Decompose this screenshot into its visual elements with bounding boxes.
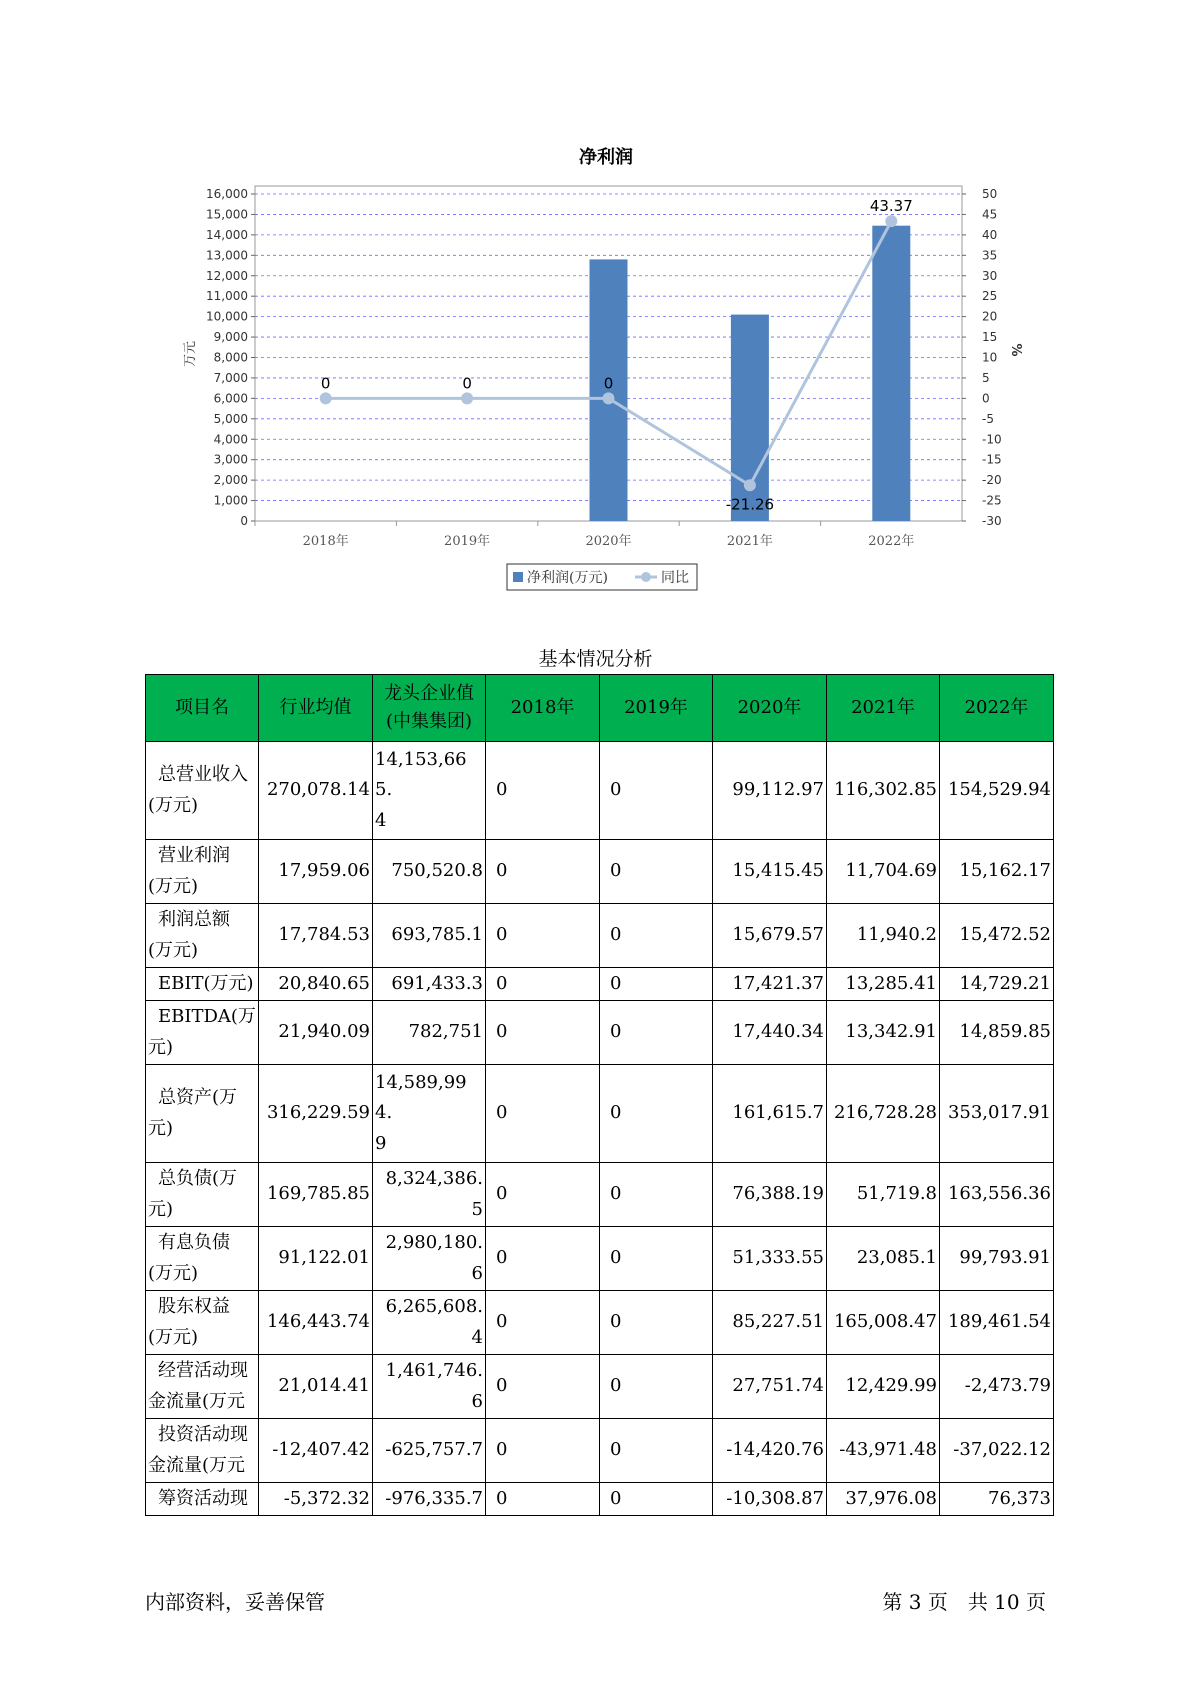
- footer-confidential-note: 内部资料，妥善保管: [145, 1590, 325, 1614]
- table-row: [146, 840, 1054, 904]
- y-tick-label: 3,000: [213, 452, 248, 467]
- table-row: [146, 1483, 1054, 1516]
- table-cell-y2019: 0: [600, 968, 713, 1001]
- cell-text: 1,461,746.6: [385, 1359, 483, 1412]
- x-tick-label: 2020年: [585, 534, 632, 549]
- table-cell-leader: [373, 1227, 486, 1291]
- table-cell-y2021: -43,971.48: [827, 1419, 940, 1483]
- table-cell-y2019: 0: [600, 1001, 713, 1065]
- table-cell-leader: [373, 1419, 486, 1483]
- table-cell-y2020: 15,415.45: [713, 840, 827, 904]
- table-cell-y2022: 76,373: [940, 1483, 1054, 1516]
- y-tick-label: 12,000: [206, 268, 248, 283]
- cell-text: 元): [148, 1198, 174, 1220]
- cell-text: 691,433.3: [391, 972, 483, 994]
- x-tick-label: 2018年: [302, 534, 349, 549]
- y-tick-label: 11,000: [206, 289, 248, 304]
- cell-text: EBITDA(万: [158, 1005, 256, 1027]
- y2-tick-label: 30: [982, 268, 998, 283]
- header-text: 2021年: [851, 697, 915, 719]
- y2-tick-label: -25: [982, 493, 1002, 508]
- table-cell-leader: [373, 1355, 486, 1419]
- table-row: [146, 904, 1054, 968]
- table-cell-y2018: 0: [486, 904, 600, 968]
- table-cell-y2019: 0: [600, 1483, 713, 1516]
- cell-text: 总资产(万: [158, 1086, 238, 1108]
- table-row: [146, 968, 1054, 1001]
- table-cell-y2018: 0: [486, 1163, 600, 1227]
- table-cell-item: [146, 1227, 259, 1291]
- y-tick-label: 16,000: [206, 187, 248, 201]
- cell-text: 8,324,386.5: [385, 1167, 483, 1220]
- table-cell-y2018: 0: [486, 1065, 600, 1163]
- table-cell-avg: -12,407.42: [259, 1419, 373, 1483]
- table-cell-y2021: 13,285.41: [827, 968, 940, 1001]
- table-row: [146, 1419, 1054, 1483]
- table-header-cell: [373, 675, 486, 742]
- table-row: [146, 1355, 1054, 1419]
- table-cell-leader: [373, 1291, 486, 1355]
- table-cell-y2022: -2,473.79: [940, 1355, 1054, 1419]
- table-cell-y2019: 0: [600, 1355, 713, 1419]
- basic-analysis-table: [145, 674, 1054, 1516]
- cell-text: 2,980,180.6: [385, 1231, 483, 1284]
- table-cell-y2022: 353,017.91: [940, 1065, 1054, 1163]
- table-cell-y2021: 37,976.08: [827, 1483, 940, 1516]
- y-tick-label: 13,000: [206, 248, 248, 263]
- table-cell-y2020: 27,751.74: [713, 1355, 827, 1419]
- table-cell-avg: 316,229.59: [259, 1065, 373, 1163]
- table-cell-item: [146, 968, 259, 1001]
- cell-text: (万元): [148, 939, 199, 961]
- y2-tick-label: 40: [982, 227, 998, 242]
- table-cell-item: [146, 1065, 259, 1163]
- cell-text: 14,153,665.: [375, 748, 467, 801]
- cell-text: 金流量(万元: [148, 1454, 246, 1476]
- table-cell-item: [146, 742, 259, 840]
- y-tick-label: 0: [240, 514, 248, 528]
- table-cell-leader: [373, 1065, 486, 1163]
- y2-axis-label: %: [1008, 343, 1023, 357]
- table-cell-y2022: 14,859.85: [940, 1001, 1054, 1065]
- table-cell-item: [146, 1419, 259, 1483]
- table-cell-item: [146, 904, 259, 968]
- cell-text: 股东权益: [158, 1295, 230, 1317]
- table-header-cell: [259, 675, 373, 742]
- table-cell-y2020: 85,227.51: [713, 1291, 827, 1355]
- y2-tick-label: 5: [982, 370, 990, 385]
- header-text: 2020年: [737, 697, 802, 719]
- y-axis-label: 万元: [183, 340, 198, 368]
- table-cell-y2018: 0: [486, 1483, 600, 1516]
- table-cell-y2022: 154,529.94: [940, 742, 1054, 840]
- cell-text: 693,785.1: [391, 924, 483, 946]
- yoy-data-label: 43.37: [869, 197, 913, 216]
- y2-tick-label: -10: [982, 432, 1002, 447]
- table-cell-y2021: 11,704.69: [827, 840, 940, 904]
- chart-svg: [0, 0, 1191, 600]
- table-cell-y2019: 0: [600, 904, 713, 968]
- yoy-point: [603, 392, 615, 404]
- chart-title: 净利润: [579, 147, 633, 168]
- table-cell-y2020: 161,615.7: [713, 1065, 827, 1163]
- table-header-cell: [600, 675, 713, 742]
- cell-text: -976,335.7: [385, 1487, 483, 1509]
- table-cell-y2019: 0: [600, 1291, 713, 1355]
- cell-text: 营业利润: [158, 844, 230, 866]
- table-cell-avg: -5,372.32: [259, 1483, 373, 1516]
- cell-text: 投资活动现: [158, 1423, 248, 1445]
- table-cell-item: [146, 840, 259, 904]
- table-header-cell: [486, 675, 600, 742]
- y-tick-label: 7,000: [213, 370, 248, 385]
- header-text: 2022年: [964, 697, 1029, 719]
- table-cell-y2021: 23,085.1: [827, 1227, 940, 1291]
- table-cell-y2019: 0: [600, 840, 713, 904]
- table-cell-y2021: 165,008.47: [827, 1291, 940, 1355]
- y-tick-label: 15,000: [206, 207, 248, 222]
- header-text: 项目名: [175, 697, 229, 719]
- table-cell-y2018: 0: [486, 742, 600, 840]
- table-cell-item: [146, 1483, 259, 1516]
- net-profit-chart: [0, 0, 1191, 600]
- bar-net-profit: [872, 226, 910, 521]
- cell-text: 总营业收入: [158, 763, 248, 785]
- table-cell-avg: 17,784.53: [259, 904, 373, 968]
- x-tick-label: 2019年: [444, 534, 491, 549]
- y2-tick-label: 50: [982, 187, 998, 201]
- table-cell-item: [146, 1001, 259, 1065]
- table-header-cell: [940, 675, 1054, 742]
- table-cell-leader: [373, 1001, 486, 1065]
- table-row: [146, 1065, 1054, 1163]
- table-cell-avg: 21,940.09: [259, 1001, 373, 1065]
- y-tick-label: 1,000: [213, 493, 248, 508]
- table-cell-y2019: 0: [600, 1419, 713, 1483]
- yoy-data-label: 0: [320, 374, 331, 393]
- cell-text: EBIT(万元): [158, 972, 254, 994]
- table-cell-avg: 17,959.06: [259, 840, 373, 904]
- table-cell-y2019: 0: [600, 1227, 713, 1291]
- table-cell-avg: 20,840.65: [259, 968, 373, 1001]
- yoy-data-label: 0: [462, 374, 472, 393]
- table-cell-leader: [373, 968, 486, 1001]
- cell-text: (万元): [148, 794, 199, 816]
- table-row: [146, 742, 1054, 840]
- table-cell-y2020: 76,388.19: [713, 1163, 827, 1227]
- y2-tick-label: -20: [982, 473, 1002, 488]
- table-cell-y2020: 99,112.97: [713, 742, 827, 840]
- cell-text: (万元): [148, 1326, 199, 1348]
- y-tick-label: 5,000: [213, 411, 248, 426]
- cell-text: (万元): [148, 1262, 199, 1284]
- y2-tick-label: -15: [982, 452, 1002, 467]
- table-cell-leader: [373, 840, 486, 904]
- cell-text: 利润总额: [158, 908, 230, 930]
- y2-tick-label: -5: [982, 411, 994, 426]
- y2-tick-label: 45: [982, 207, 998, 222]
- y-tick-label: 2,000: [213, 473, 248, 488]
- footer-page-number: 第 3 页 共 10 页: [882, 1590, 1046, 1614]
- table-cell-y2021: 13,342.91: [827, 1001, 940, 1065]
- y-tick-label: 8,000: [213, 350, 248, 365]
- cell-text: 14,589,994.: [375, 1071, 467, 1124]
- cell-text: -625,757.7: [385, 1439, 483, 1461]
- table-row: [146, 1227, 1054, 1291]
- cell-text: 经营活动现: [158, 1359, 248, 1381]
- table-cell-y2018: 0: [486, 1419, 600, 1483]
- table-header-cell: [146, 675, 259, 742]
- table-cell-y2021: 116,302.85: [827, 742, 940, 840]
- cell-text: 有息负债: [158, 1231, 230, 1253]
- table-cell-y2018: 0: [486, 1355, 600, 1419]
- table-cell-y2021: 51,719.8: [827, 1163, 940, 1227]
- header-text: 2019年: [624, 697, 688, 719]
- cell-text: 元): [148, 1117, 174, 1139]
- table-cell-y2018: 0: [486, 840, 600, 904]
- legend-label-net-profit: 净利润(万元): [527, 570, 608, 586]
- y2-tick-label: 0: [982, 391, 990, 406]
- legend-swatch-point: [641, 572, 651, 582]
- table-cell-avg: 21,014.41: [259, 1355, 373, 1419]
- cell-text: 9: [375, 1132, 387, 1154]
- y2-tick-label: 25: [982, 289, 998, 304]
- table-cell-y2022: -37,022.12: [940, 1419, 1054, 1483]
- table-header-cell: [827, 675, 940, 742]
- table-cell-y2020: 51,333.55: [713, 1227, 827, 1291]
- table-cell-item: [146, 1291, 259, 1355]
- table-cell-avg: 169,785.85: [259, 1163, 373, 1227]
- legend-label-yoy: 同比: [661, 570, 689, 586]
- y2-tick-label: -30: [982, 514, 1002, 528]
- y-tick-label: 14,000: [206, 227, 248, 242]
- table-cell-y2020: 17,440.34: [713, 1001, 827, 1065]
- yoy-point: [320, 392, 332, 404]
- cell-text: 750,520.8: [391, 860, 483, 882]
- table-cell-y2020: -10,308.87: [713, 1483, 827, 1516]
- yoy-data-label: 0: [603, 374, 614, 393]
- table-row: [146, 1291, 1054, 1355]
- y2-tick-label: 20: [982, 309, 998, 324]
- y2-tick-label: 10: [982, 350, 998, 365]
- cell-text: 4: [375, 809, 387, 831]
- header-text: 2018年: [510, 697, 575, 719]
- cell-text: (万元): [148, 875, 199, 897]
- yoy-point: [461, 392, 473, 404]
- header-text: 行业均值: [279, 697, 352, 719]
- table-cell-y2021: 11,940.2: [827, 904, 940, 968]
- table-cell-avg: 91,122.01: [259, 1227, 373, 1291]
- yoy-data-label: -21.26: [725, 495, 775, 514]
- cell-text: 6,265,608.4: [385, 1295, 483, 1348]
- table-cell-item: [146, 1355, 259, 1419]
- table-row: [146, 1163, 1054, 1227]
- table-cell-y2022: 99,793.91: [940, 1227, 1054, 1291]
- table-cell-y2018: 0: [486, 968, 600, 1001]
- table-cell-y2019: 0: [600, 1163, 713, 1227]
- y-tick-label: 4,000: [213, 432, 248, 447]
- table-cell-avg: 270,078.14: [259, 742, 373, 840]
- table-row: [146, 1001, 1054, 1065]
- cell-text: 金流量(万元: [148, 1390, 246, 1412]
- table-cell-y2019: 0: [600, 1065, 713, 1163]
- table-cell-y2018: 0: [486, 1001, 600, 1065]
- y2-tick-label: 35: [982, 248, 998, 263]
- cell-text: 筹资活动现: [158, 1487, 248, 1509]
- yoy-point: [885, 215, 897, 227]
- y-tick-label: 6,000: [213, 391, 248, 406]
- table-header-cell: [713, 675, 827, 742]
- table-cell-y2021: 12,429.99: [827, 1355, 940, 1419]
- table-caption: 基本情况分析: [538, 648, 653, 670]
- table-cell-item: [146, 1163, 259, 1227]
- header-text: (中集集团): [385, 711, 473, 732]
- table-cell-leader: [373, 1483, 486, 1516]
- table-cell-y2019: 0: [600, 742, 713, 840]
- table-cell-avg: 146,443.74: [259, 1291, 373, 1355]
- x-tick-label: 2022年: [868, 534, 915, 549]
- table-cell-y2020: 17,421.37: [713, 968, 827, 1001]
- table-cell-y2018: 0: [486, 1227, 600, 1291]
- table-cell-y2018: 0: [486, 1291, 600, 1355]
- x-tick-label: 2021年: [726, 534, 773, 549]
- table-cell-y2020: 15,679.57: [713, 904, 827, 968]
- table-cell-y2022: 15,472.52: [940, 904, 1054, 968]
- table-cell-leader: [373, 1163, 486, 1227]
- table-cell-leader: [373, 904, 486, 968]
- table-cell-y2022: 15,162.17: [940, 840, 1054, 904]
- table-cell-y2022: 14,729.21: [940, 968, 1054, 1001]
- header-text: 龙头企业值: [384, 683, 474, 705]
- table-cell-leader: [373, 742, 486, 840]
- table-cell-y2020: -14,420.76: [713, 1419, 827, 1483]
- y-tick-label: 9,000: [213, 330, 248, 345]
- table-header-row: [146, 675, 1054, 742]
- table-cell-y2022: 163,556.36: [940, 1163, 1054, 1227]
- cell-text: 元): [148, 1036, 174, 1058]
- table-cell-y2021: 216,728.28: [827, 1065, 940, 1163]
- yoy-point: [744, 479, 756, 491]
- cell-text: 782,751: [408, 1021, 483, 1043]
- cell-text: 总负债(万: [158, 1167, 238, 1189]
- y2-tick-label: 15: [982, 330, 998, 345]
- legend-swatch-bar: [513, 572, 523, 582]
- table-cell-y2022: 189,461.54: [940, 1291, 1054, 1355]
- y-tick-label: 10,000: [206, 309, 248, 324]
